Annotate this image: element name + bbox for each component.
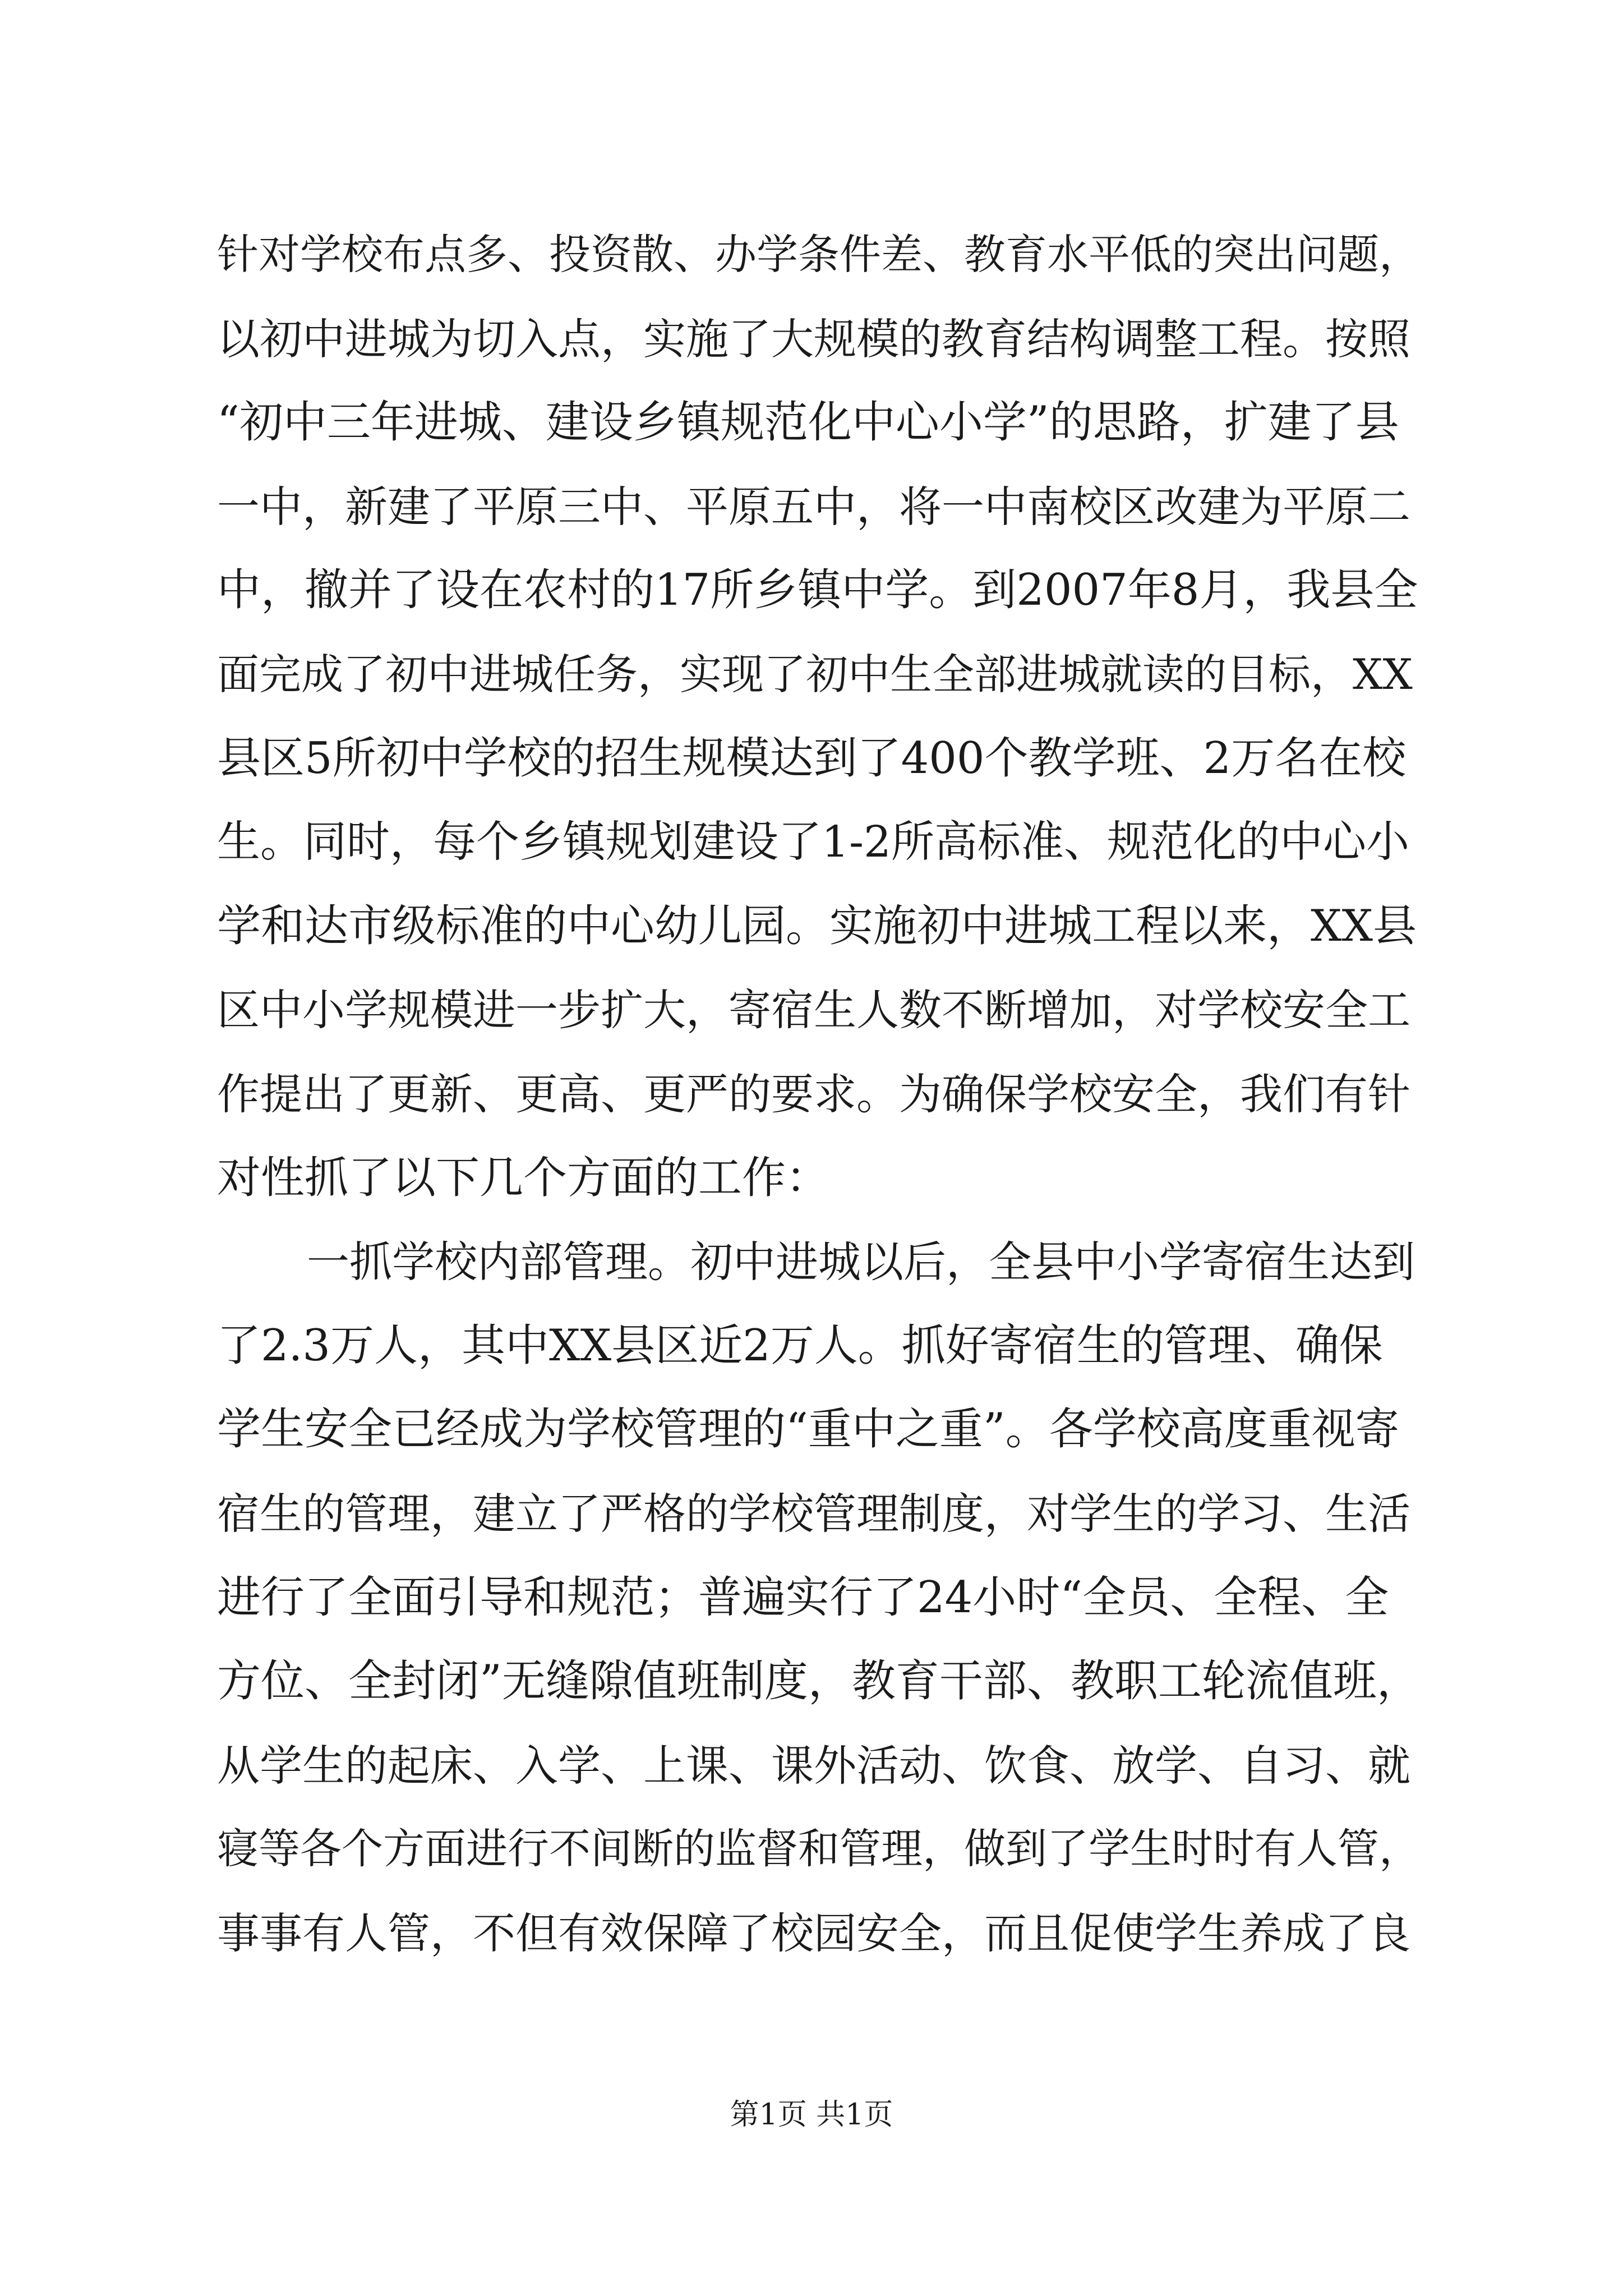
paragraph-first-line: 一抓学校内部管理。初中进城以后，全县中小学寄宿生达到	[307, 1237, 1415, 1287]
text-line: 学生安全已经成为学校管理的“重中之重”。各学校高度重视寄	[217, 1404, 1399, 1455]
page-number-footer: 第1页 共1页	[730, 2098, 893, 2132]
text-line: 宿生的管理，建立了严格的学校管理制度，对学生的学习、生活	[217, 1488, 1410, 1539]
text-line: 生。同时，每个乡镇规划建设了1-2所高标准、规范化的中心小	[217, 817, 1409, 868]
text-line: 作提出了更新、更高、更严的要求。为确保学校安全，我们有针	[217, 1069, 1410, 1119]
text-line: 以初中进城为切入点，实施了大规模的教育结构调整工程。按照	[217, 314, 1410, 364]
text-line: 事事有人管，不但有效保障了校园安全，而且促使学生养成了良	[217, 1908, 1410, 1958]
text-line: 方位、全封闭”无缝隙值班制度，教育干部、教职工轮流值班，	[217, 1656, 1421, 1707]
text-line: 县区5所初中学校的招生规模达到了400个教学班、2万名在校	[217, 733, 1407, 784]
text-line: 中，撤并了设在农村的17所乡镇中学。到2007年8月，我县全	[217, 565, 1418, 616]
text-line: 面完成了初中进城任务，实现了初中生全部进城就读的目标，XX	[217, 649, 1413, 699]
text-line: 区中小学规模进一步扩大，寄宿生人数不断增加，对学校安全工	[217, 985, 1410, 1036]
text-line: 寝等各个方面进行不间断的监督和管理，做到了学生时时有人管，	[217, 1825, 1421, 1874]
text-line: 对性抓了以下几个方面的工作：	[217, 1152, 830, 1203]
text-line: 进行了全面引导和规范；普遍实行了24小时“全员、全程、全	[217, 1572, 1389, 1623]
text-line: 从学生的起床、入学、上课、课外活动、饮食、放学、自习、就	[217, 1740, 1410, 1791]
text-line: 针对学校布点多、投资散、办学条件差、教育水平低的突出问题，	[217, 231, 1421, 279]
document-body	[217, 213, 1423, 1975]
text-line: “初中三年进城、建设乡镇规范化中心小学”的思路，扩建了县	[217, 397, 1399, 448]
text-line: 一中，新建了平原三中、平原五中，将一中南校区改建为平原二	[217, 481, 1410, 532]
text-line: 了2.3万人，其中XX县区近2万人。抓好寄宿生的管理、确保	[217, 1320, 1383, 1371]
text-line: 学和达市级标准的中心幼儿园。实施初中进城工程以来，XX县	[217, 900, 1417, 951]
